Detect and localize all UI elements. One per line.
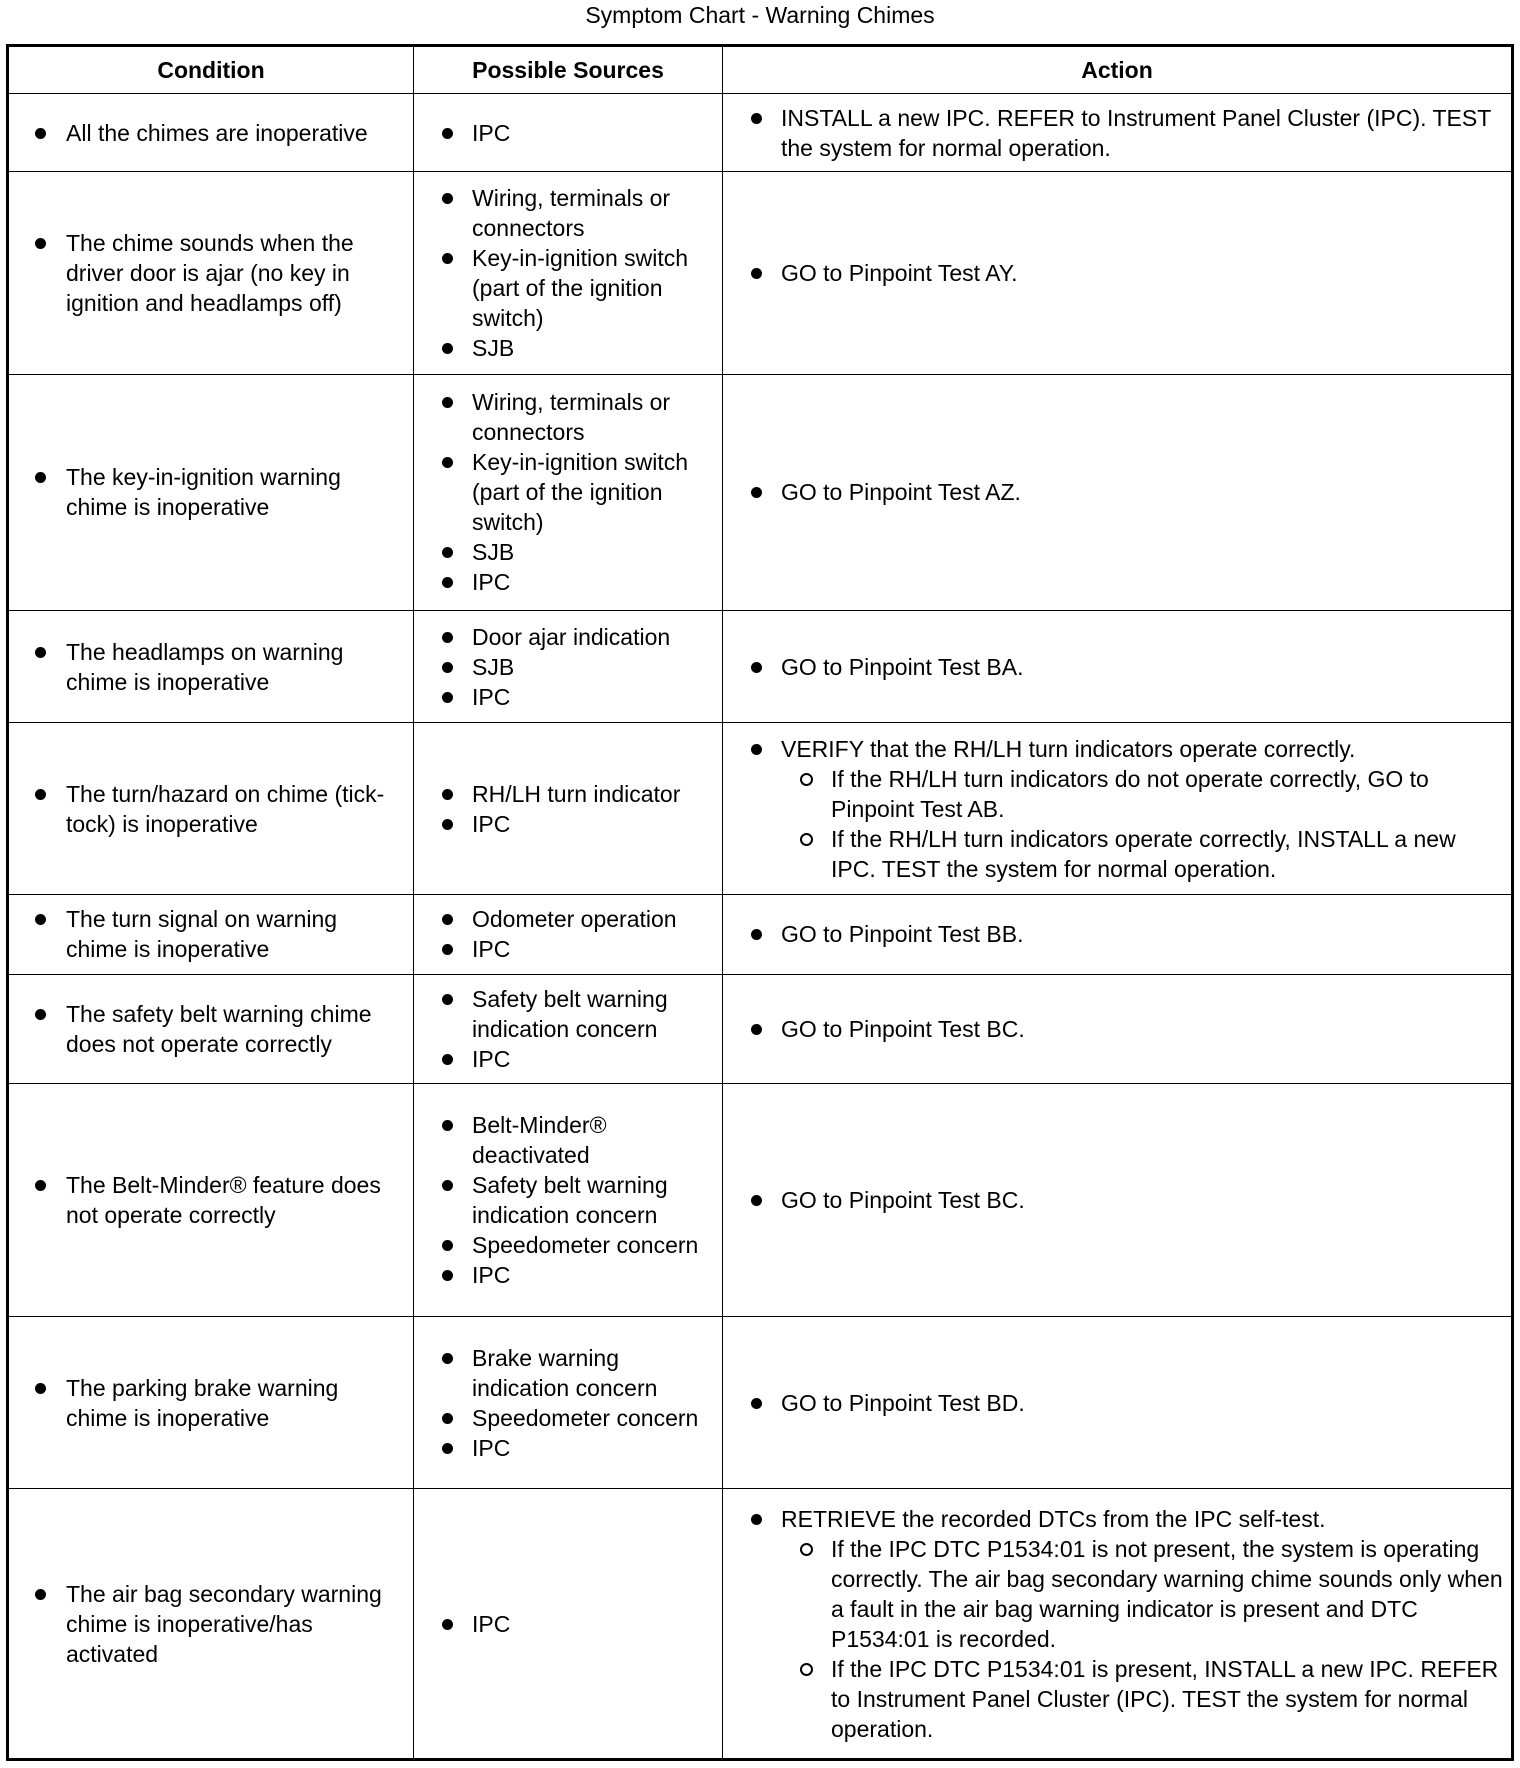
action-subitem (781, 824, 1503, 884)
source-text: IPC (472, 936, 511, 963)
table-row (8, 172, 1513, 374)
action-cell (723, 723, 1513, 894)
header-possible-sources: Possible Sources (414, 46, 723, 94)
source-item (414, 1403, 722, 1433)
action-text: INSTALL a new IPC. REFER to Instrument Panel Cluster (IPC). TEST the system for normal operation. (781, 104, 1491, 161)
table-row (8, 1083, 1513, 1317)
source-text: Safety belt warning indication concern (472, 1171, 668, 1228)
table-row (8, 723, 1513, 894)
action-text: GO to Pinpoint Test BA. (781, 653, 1024, 680)
condition-text: The air bag secondary warning chime is inoperative/has activated (66, 1580, 382, 1667)
source-text: IPC (472, 1261, 511, 1288)
source-text: IPC (472, 1434, 511, 1461)
bullet-icon (751, 744, 762, 755)
source-text: IPC (472, 1610, 511, 1637)
bullet-icon (442, 397, 453, 408)
bullet-icon (751, 1398, 762, 1409)
source-item (414, 904, 722, 934)
action-cell (723, 94, 1513, 172)
source-text: IPC (472, 683, 511, 710)
source-text: Safety belt warning indication concern (472, 985, 668, 1042)
source-text: Brake warning indication concern (472, 1344, 658, 1401)
bullet-icon (442, 1619, 453, 1630)
header-row (8, 46, 1513, 94)
bullet-icon (442, 128, 453, 139)
table-row (8, 610, 1513, 723)
bullet-icon (442, 1180, 453, 1191)
circle-bullet-icon (800, 773, 813, 786)
action-cell (723, 1489, 1513, 1760)
source-item (414, 809, 722, 839)
bullet-icon (751, 1195, 762, 1206)
condition-text: The Belt-Minder® feature does not operate correctly (66, 1171, 381, 1228)
source-item (414, 622, 722, 652)
source-item (414, 387, 722, 447)
bullet-icon (442, 632, 453, 643)
source-item (414, 118, 722, 148)
condition-text: The turn signal on warning chime is inoperative (66, 906, 338, 963)
source-text: SJB (472, 539, 515, 566)
action-subitem-text: If the IPC DTC P1534:01 is not present, the system is operating correctly. The air bag secondary warning chime sounds only when a fault in the air bag warning indicator is present and DTC P1534:01 is recorded. (831, 1535, 1503, 1652)
condition-text: The headlamps on warning chime is inoperative (66, 638, 344, 695)
source-text: SJB (472, 334, 515, 361)
source-text: Speedometer concern (472, 1231, 699, 1258)
condition-cell (8, 975, 414, 1083)
source-item (414, 1110, 722, 1170)
source-item (414, 537, 722, 567)
action-text: GO to Pinpoint Test BB. (781, 921, 1024, 948)
table-row (8, 894, 1513, 975)
condition-text: The key-in-ignition warning chime is inoperative (66, 464, 341, 521)
circle-bullet-icon (800, 833, 813, 846)
condition-text: The parking brake warning chime is inoperative (66, 1374, 339, 1431)
source-text: SJB (472, 653, 515, 680)
condition-text: The safety belt warning chime does not operate correctly (66, 1000, 372, 1057)
bullet-icon (442, 577, 453, 588)
condition-item (9, 904, 413, 964)
source-item (414, 567, 722, 597)
bullet-icon (35, 472, 46, 483)
condition-cell (8, 1083, 414, 1317)
condition-item (9, 462, 413, 522)
source-text: IPC (472, 569, 511, 596)
chart-body (8, 94, 1513, 1760)
action-subitem-text: If the RH/LH turn indicators operate correctly, INSTALL a new IPC. TEST the system for normal operation. (831, 825, 1456, 882)
possible-sources-cell (414, 610, 723, 723)
action-subitem (781, 1534, 1503, 1654)
bullet-icon (35, 789, 46, 800)
action-subitem-text: If the RH/LH turn indicators do not operate correctly, GO to Pinpoint Test AB. (831, 765, 1429, 822)
source-item (414, 682, 722, 712)
action-item (723, 103, 1511, 163)
bullet-icon (442, 1120, 453, 1131)
action-item (723, 477, 1511, 507)
table-row (8, 975, 1513, 1083)
possible-sources-cell (414, 723, 723, 894)
bullet-icon (442, 819, 453, 830)
page-title: Symptom Chart - Warning Chimes (585, 2, 935, 28)
condition-cell (8, 374, 414, 610)
action-item (723, 1014, 1511, 1044)
source-text: Key-in-ignition switch (part of the ignition switch) (472, 244, 689, 331)
source-item (414, 243, 722, 333)
source-text: Speedometer concern (472, 1404, 699, 1431)
bullet-icon (442, 789, 453, 800)
bullet-icon (751, 662, 762, 673)
bullet-icon (442, 547, 453, 558)
action-cell (723, 894, 1513, 975)
possible-sources-cell (414, 374, 723, 610)
condition-item (9, 1170, 413, 1230)
bullet-icon (442, 1353, 453, 1364)
condition-item (9, 1373, 413, 1433)
bullet-icon (35, 1589, 46, 1600)
action-subitem-text: If the IPC DTC P1534:01 is present, INSTALL a new IPC. REFER to Instrument Panel Cluster (IPC). TEST the system for normal operation. (831, 1655, 1499, 1742)
condition-item (9, 779, 413, 839)
action-cell (723, 1317, 1513, 1489)
action-item (723, 919, 1511, 949)
action-subitem (781, 764, 1503, 824)
bullet-icon (442, 1240, 453, 1251)
possible-sources-cell (414, 975, 723, 1083)
condition-text: The chime sounds when the driver door is ajar (no key in ignition and headlamps off) (66, 229, 354, 316)
bullet-icon (35, 128, 46, 139)
header-action: Action (723, 46, 1513, 94)
header-condition: Condition (8, 46, 414, 94)
bullet-icon (442, 692, 453, 703)
condition-cell (8, 94, 414, 172)
possible-sources-cell (414, 1083, 723, 1317)
bullet-icon (35, 1009, 46, 1020)
table-row (8, 1489, 1513, 1760)
action-item (723, 1185, 1511, 1215)
condition-cell (8, 1489, 414, 1760)
source-text: Belt-Minder® deactivated (472, 1111, 607, 1168)
bullet-icon (751, 487, 762, 498)
bullet-icon (751, 1514, 762, 1525)
source-item (414, 1230, 722, 1260)
condition-item (9, 999, 413, 1059)
action-item (723, 652, 1511, 682)
condition-item (9, 228, 413, 318)
action-text: GO to Pinpoint Test BC. (781, 1186, 1025, 1213)
condition-cell (8, 610, 414, 723)
action-cell (723, 1083, 1513, 1317)
action-cell (723, 610, 1513, 723)
source-text: Wiring, terminals or connectors (472, 389, 671, 446)
condition-item (9, 118, 413, 148)
action-text: GO to Pinpoint Test AY. (781, 259, 1018, 286)
bullet-icon (442, 1443, 453, 1454)
bullet-icon (442, 1270, 453, 1281)
source-item (414, 1170, 722, 1230)
bullet-icon (442, 1413, 453, 1424)
possible-sources-cell (414, 172, 723, 374)
bullet-icon (751, 1024, 762, 1035)
bullet-icon (35, 1180, 46, 1191)
source-text: Wiring, terminals or connectors (472, 184, 671, 241)
bullet-icon (35, 647, 46, 658)
action-item (723, 734, 1511, 884)
source-item (414, 934, 722, 964)
source-text: Odometer operation (472, 906, 677, 933)
condition-cell (8, 894, 414, 975)
source-text: Door ajar indication (472, 623, 671, 650)
source-item (414, 183, 722, 243)
source-text: IPC (472, 119, 511, 146)
bullet-icon (442, 193, 453, 204)
condition-cell (8, 1317, 414, 1489)
possible-sources-cell (414, 894, 723, 975)
table-row (8, 374, 1513, 610)
source-item (414, 447, 722, 537)
circle-bullet-icon (800, 1543, 813, 1556)
condition-text: The turn/hazard on chime (tick-tock) is inoperative (66, 780, 385, 837)
bullet-icon (35, 914, 46, 925)
bullet-icon (442, 457, 453, 468)
bullet-icon (442, 343, 453, 354)
action-cell (723, 374, 1513, 610)
bullet-icon (442, 662, 453, 673)
condition-item (9, 1579, 413, 1669)
possible-sources-cell (414, 1317, 723, 1489)
bullet-icon (442, 994, 453, 1005)
source-item (414, 333, 722, 363)
action-text: RETRIEVE the recorded DTCs from the IPC self-test. (781, 1505, 1326, 1532)
source-text: RH/LH turn indicator (472, 780, 681, 807)
symptom-chart-table (6, 44, 1514, 1761)
bullet-icon (751, 113, 762, 124)
action-item (723, 258, 1511, 288)
condition-item (9, 637, 413, 697)
source-item (414, 984, 722, 1044)
source-text: IPC (472, 810, 511, 837)
circle-bullet-icon (800, 1663, 813, 1676)
bullet-icon (442, 1054, 453, 1065)
bullet-icon (35, 1383, 46, 1394)
action-item (723, 1388, 1511, 1418)
bullet-icon (751, 268, 762, 279)
source-text: IPC (472, 1045, 511, 1072)
action-text: GO to Pinpoint Test BD. (781, 1389, 1025, 1416)
action-text: GO to Pinpoint Test BC. (781, 1015, 1025, 1042)
bullet-icon (35, 238, 46, 249)
bullet-icon (751, 929, 762, 940)
action-text: GO to Pinpoint Test AZ. (781, 479, 1021, 506)
condition-cell (8, 172, 414, 374)
source-item (414, 779, 722, 809)
action-cell (723, 172, 1513, 374)
table-row (8, 94, 1513, 172)
source-item (414, 1044, 722, 1074)
action-cell (723, 975, 1513, 1083)
condition-text: All the chimes are inoperative (66, 119, 368, 146)
bullet-icon (442, 944, 453, 955)
possible-sources-cell (414, 1489, 723, 1760)
source-text: Key-in-ignition switch (part of the ignition switch) (472, 449, 689, 536)
source-item (414, 1433, 722, 1463)
source-item (414, 1343, 722, 1403)
bullet-icon (442, 914, 453, 925)
source-item (414, 652, 722, 682)
source-item (414, 1609, 722, 1639)
action-text: VERIFY that the RH/LH turn indicators operate correctly. (781, 735, 1356, 762)
action-item (723, 1504, 1511, 1744)
condition-cell (8, 723, 414, 894)
bullet-icon (442, 253, 453, 264)
action-subitem (781, 1654, 1503, 1744)
source-item (414, 1260, 722, 1290)
possible-sources-cell (414, 94, 723, 172)
table-row (8, 1317, 1513, 1489)
